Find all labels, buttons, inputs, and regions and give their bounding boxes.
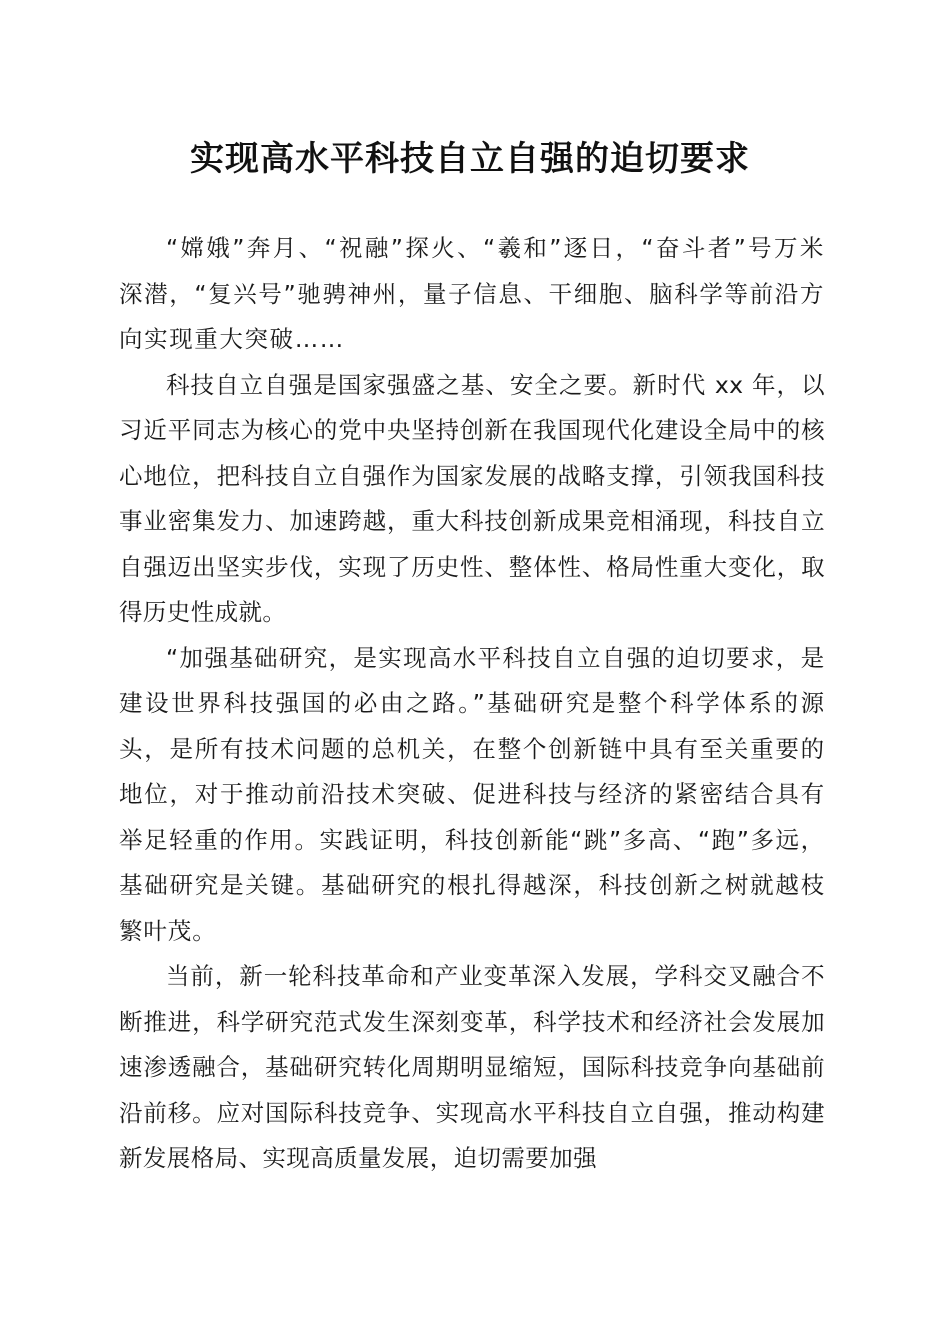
- paragraph-1: “嫦娥”奔月、“祝融”探火、“羲和”逐日，“奋斗者”号万米深潜，“复兴号”驰骋神州，量子信息、干细胞、脑科学等前沿方向实现重大突破……: [119, 234, 825, 353]
- paragraph-3: “加强基础研究，是实现高水平科技自立自强的迫切要求，是建设世界科技强国的必由之路。”基础研究是整个科学体系的源头，是所有技术问题的总机关，在整个创新链中具有至关重要的地位，对于推动前沿技术突破、促进科技与经济的紧密结合具有举足轻重的作用。实践证明，科技创新能“跳”多高、“跑”多远，基础研究是关键。基础研究的根扎得越深，科技创新之树就越枝繁叶茂。: [119, 643, 825, 945]
- document-title: 实现高水平科技自立自强的迫切要求: [190, 139, 750, 179]
- paragraph-2: 科技自立自强是国家强盛之基、安全之要。新时代 xx 年，以习近平同志为核心的党中央坚持创新在我国现代化建设全局中的核心地位，把科技自立自强作为国家发展的战略支撑，引领我国科技事业密集发力、加速跨越，重大科技创新成果竞相涌现，科技自立自强迈出坚实步伐，实现了历史性、整体性、格局性重大变化，取得历史性成就。: [119, 370, 825, 626]
- paragraph-4: 当前，新一轮科技革命和产业变革深入发展，学科交叉融合不断推进，科学研究范式发生深刻变革，科学技术和经济社会发展加速渗透融合，基础研究转化周期明显缩短，国际科技竞争向基础前沿前移。应对国际科技竞争、实现高水平科技自立自强，推动构建新发展格局、实现高质量发展，迫切需要加强: [119, 962, 825, 1172]
- document-body: [119, 226, 825, 1182]
